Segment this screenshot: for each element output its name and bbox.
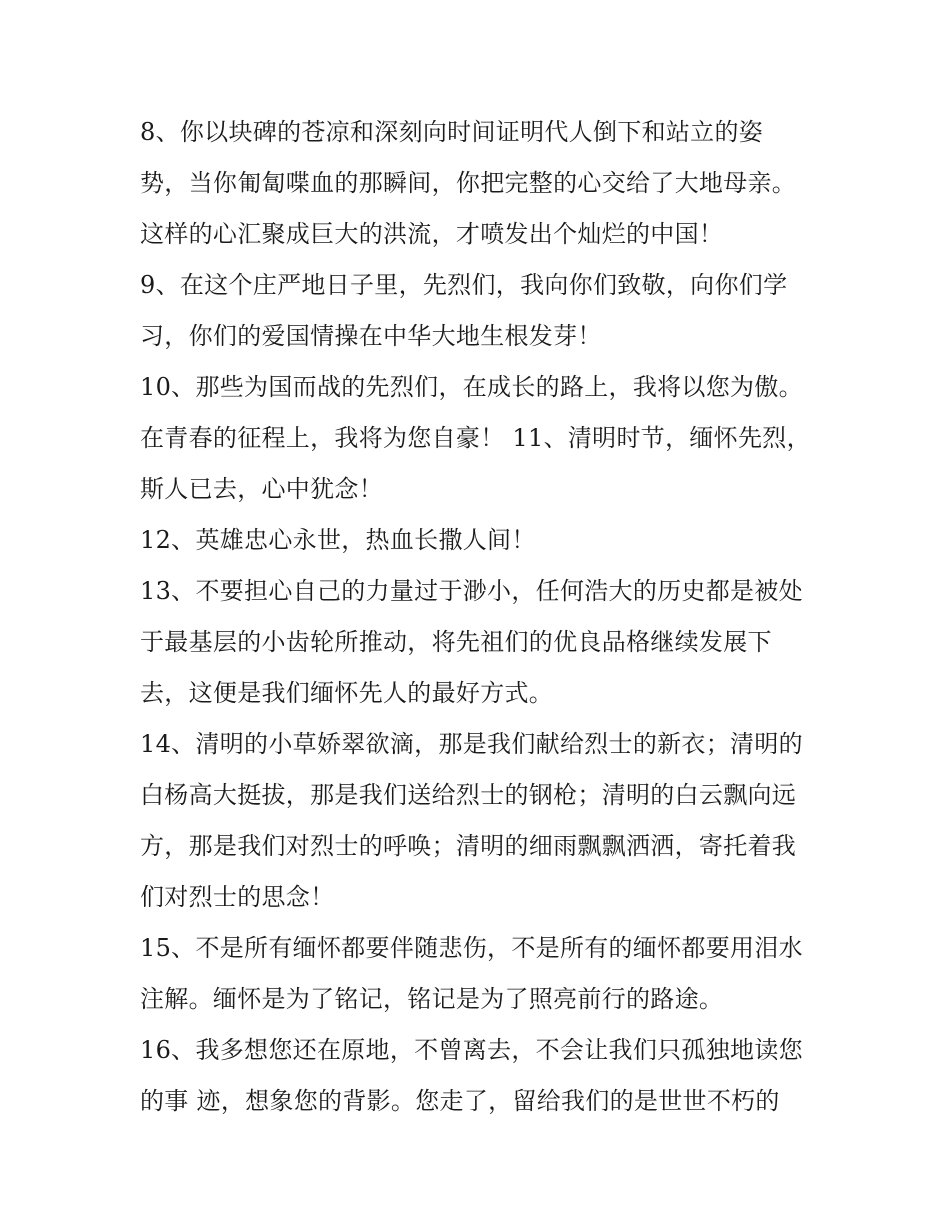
text-line: 们对烈士的思念！ (140, 883, 335, 911)
text-line: 去，这便是我们缅怀先人的最好方式。 (140, 679, 554, 707)
text-line: 注解。缅怀是为了铭记，铭记是为了照亮前行的路途。 (140, 985, 724, 1013)
text-line: 势，当你匍匐喋血的那瞬间，你把完整的心交给了大地母亲。 (140, 169, 797, 197)
document-body (140, 107, 820, 1127)
text-line: 10、那些为国而战的先烈们，在成长的路上，我将以您为傲。 (140, 373, 803, 401)
text-line: 13、不要担心自己的力量过于渺小，任何浩大的历史都是被处 (140, 577, 803, 605)
text-line: 的事 迹，想象您的背影。您走了，留给我们的是世世不朽的 (140, 1087, 780, 1115)
text-line: 15、不是所有缅怀都要伴随悲伤，不是所有的缅怀都要用泪水 (140, 934, 803, 962)
text-line: 12、英雄忠心永世，热血长撒人间！ (140, 526, 536, 554)
text-line: 16、我多想您还在原地，不曾离去，不会让我们只孤独地读您 (140, 1036, 803, 1064)
text-line: 于最基层的小齿轮所推动，将先祖们的优良品格继续发展下 (140, 628, 772, 656)
text-line: 方，那是我们对烈士的呼唤；清明的细雨飘飘洒洒，寄托着我 (140, 832, 797, 860)
text-line: 斯人已去，心中犹念！ (140, 475, 383, 503)
text-line: 8、你以块碑的苍凉和深刻向时间证明代人倒下和站立的姿 (140, 118, 764, 146)
text-line: 习，你们的爱国情操在中华大地生根发芽！ (140, 322, 602, 350)
text-line: 这样的心汇聚成巨大的洪流，才喷发出个灿烂的中国！ (140, 220, 724, 248)
text-line: 14、清明的小草娇翠欲滴，那是我们献给烈士的新衣；清明的 (140, 730, 803, 758)
text-line: 9、在这个庄严地日子里，先烈们，我向你们致敬，向你们学 (140, 271, 788, 299)
text-line: 白杨高大挺拔，那是我们送给烈士的钢枪；清明的白云飘向远 (140, 781, 797, 809)
text-line: 在青春的征程上，我将为您自豪！ 11、清明时节，缅怀先烈， (140, 424, 811, 452)
